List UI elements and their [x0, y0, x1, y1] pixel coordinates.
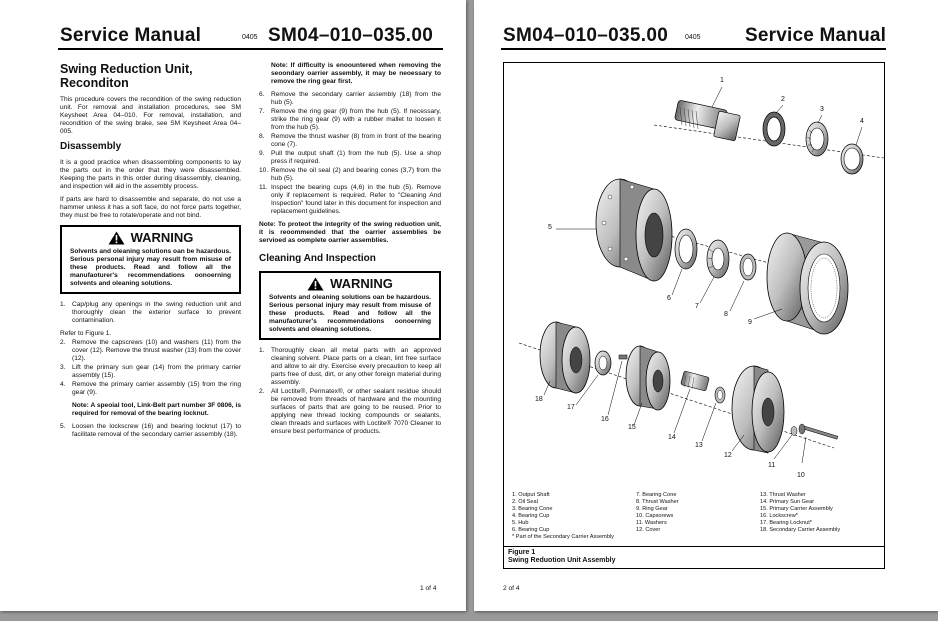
left-column — [60, 62, 241, 444]
list-item: 1. Thoroughly clean all metal parts with an approved cleaning solvent. Place parts on a clean, lint free surface and allow to air dry. Exercise every precaution to keep all parts free of dust, dirt, or any other foreign material during assembly. — [259, 347, 441, 386]
legend-item: 17. Bearing Locknut* — [760, 520, 812, 526]
legend-item: 7. Bearing Cone — [636, 492, 677, 498]
page-2 — [474, 0, 938, 611]
list-item: 9. Pull the output shaft (1) from the hub (5). Use a shop press if required. — [259, 150, 441, 165]
steps-list — [259, 91, 441, 216]
list-item: 10. Remove the oil seal (2) and bearing cones (3,7) from the hub (5). — [259, 167, 441, 182]
warning-triangle-icon — [108, 231, 125, 245]
warning-text: Solvents and oleaning solutions oan be hazardous. Serious personal injury may result from misuse of these products. Read and follow all the manufaoturer's recommendations oonoerning solvents and oleaning solutions. — [269, 294, 431, 333]
legend-item: 9. Ring Gear — [636, 506, 668, 512]
warning-text: Solvents and oleaning solutions oan be hazardous. Serious personal injury may result from misuse of these products. Read and follow all the manufaoturer's recommendations oonoerning solvents and oleaning solutions. — [70, 248, 231, 287]
legend-item: 15. Primary Carrier Assembly — [760, 506, 833, 512]
warning-title: WARNING — [330, 276, 393, 291]
revision-code: 0405 — [242, 34, 258, 41]
manual-title: Service Manual — [745, 25, 887, 46]
page-number: 1 of 4 — [420, 585, 437, 592]
callout-1: 1 — [720, 77, 724, 84]
difficulty-note: Note: If difficulty is enoountered when removing the seoondary oarrier assembly, it may be neoessary to remove the ring gear first. — [271, 62, 441, 85]
list-item: 7. Remove the ring gear (9) from the hub (5). If necessary, strike the ring gear (9) with a rubber mallet to loosen it from the hub (5). — [259, 108, 441, 131]
legend-item: 18. Secondary Carrier Assembly — [760, 527, 841, 533]
list-item: 1. Cap/plug any openings in the swing reduction unit and thoroughly clean the exterior surface to prevent contamination. — [60, 301, 241, 324]
cleaning-heading: Cleaning And Inspection — [259, 253, 376, 264]
callout-15: 15 — [628, 424, 636, 431]
callout-18: 18 — [535, 396, 543, 403]
legend-item: 14. Primary Sun Gear — [760, 499, 815, 505]
list-item: 2. All Loctite®, Permatex®, or other sealant residue should be removed from threads of hardware and the mounting surfaces of parts that are going to be reused. Prior to applying new thread locking compounds or sealants, clean threads and surfaces with Loctite® 7070 Cleaner to ensure best performance of products. — [259, 388, 441, 435]
legend-footnote: * Part of the Secondary Carrier Assembly — [512, 534, 614, 540]
callout-6: 6 — [667, 295, 671, 302]
legend-item: 11. Washers — [636, 520, 667, 526]
header-rule — [501, 48, 886, 50]
refer-figure: Refer to Figure 1. — [60, 330, 112, 337]
warning-title: WARNING — [130, 230, 194, 245]
legend-item: 2. Oil Seal — [512, 499, 538, 505]
page-number: 2 of 4 — [503, 585, 520, 592]
callout-5: 5 — [548, 224, 552, 231]
document-code: SM04–010–035.00 — [268, 25, 434, 46]
list-item: 5. Loosen the lockscrew (16) and bearing locknut (17) to facilitate removal of the secondary carrier assembly (18). — [60, 423, 241, 438]
section-title: Swing Reduction Unit, Reconditon — [60, 62, 193, 90]
legend-item: 4. Bearing Cup — [512, 513, 550, 519]
figure-label: Figure 1 — [508, 549, 536, 556]
callout-2: 2 — [781, 96, 785, 103]
warning-box — [60, 225, 241, 294]
legend-column-2 — [636, 492, 746, 534]
manual-title: Service Manual — [60, 25, 202, 46]
callout-9: 9 — [748, 319, 752, 326]
intro-paragraph: This procedure covers the recondition of the swing reduction unit. For removal and installation procedures, see SM Keysheet Area 04–010. For removal, installation, and recondition of the swing brake, see SM Keysheet Area 04–005. — [60, 96, 241, 135]
legend-item: 13. Thrust Washer — [760, 492, 806, 498]
cleaning-steps-list — [259, 347, 441, 436]
figure-frame — [503, 62, 885, 569]
list-item: 4. Remove the primary carrier assembly (15) from the ring gear (9). — [60, 381, 241, 396]
legend-item: 16. Lockscrew* — [760, 513, 798, 519]
list-item: 11. Inspect the bearing cups (4,6) in the hub (5). Remove only if replacement is required. Refer to "Cleaning And Inspection" found later in this document for inspection and replacement guidelines. — [259, 184, 441, 215]
legend-item: 3. Bearing Cone — [512, 506, 553, 512]
callout-11: 11 — [768, 462, 776, 469]
list-item: 8. Remove the thrust washer (8) from in front of the bearing cone (7). — [259, 133, 441, 148]
list-item: 6. Remove the secondary carrier assembly (18) from the hub (5). — [259, 91, 441, 106]
legend-column-1 — [512, 492, 632, 541]
callout-10: 10 — [797, 472, 805, 479]
callout-4: 4 — [860, 118, 864, 125]
legend-column-3 — [760, 492, 880, 534]
steps-list — [60, 301, 241, 325]
callout-8: 8 — [724, 311, 728, 318]
list-item: 2. Remove the capscrews (10) and washers (11) from the cover (12). Remove the thrust washer (13) from the cover (12). — [60, 339, 241, 362]
steps-list — [60, 339, 241, 397]
callout-7: 7 — [695, 303, 699, 310]
special-tool-note: Note: A speoial tool, Link-Belt part number 3F 0806, is required for removal of the bearing locknut. — [72, 402, 241, 417]
protect-note: Note: To proteot the integrity of the swing reduotion unit, it is reoommended that the oarrier assemblies be servioed as oomplete oarrier assemblies. — [259, 221, 441, 244]
list-item: 3. Lift the primary sun gear (14) from the primary carrier assembly (15). — [60, 364, 241, 379]
legend-item: 5. Hub — [512, 520, 529, 526]
disassembly-paragraph-2: If parts are hard to disassemble and separate, do not use a hammer unless it has a soft face, do not force parts together, they must be free to rotate/operate and not bind. — [60, 196, 241, 219]
caption-divider — [504, 546, 884, 547]
callout-17: 17 — [567, 404, 575, 411]
legend-item: 1. Output Shaft — [512, 492, 550, 498]
disassembly-heading: Disassembly — [60, 141, 122, 152]
right-column — [259, 62, 441, 441]
legend-item: 12. Cover — [636, 527, 661, 533]
callout-16: 16 — [601, 416, 609, 423]
callout-14: 14 — [668, 434, 676, 441]
document-code: SM04–010–035.00 — [503, 25, 669, 46]
header-rule — [58, 48, 443, 50]
callout-13: 13 — [695, 442, 703, 449]
legend-item: 10. Capsorews — [636, 513, 674, 519]
callout-12: 12 — [724, 452, 732, 459]
warning-box — [259, 271, 441, 340]
revision-code: 0405 — [685, 34, 701, 41]
legend-item: 6. Bearing Cup — [512, 527, 550, 533]
steps-list — [60, 423, 241, 439]
callout-layer — [504, 63, 884, 488]
page-1 — [0, 0, 466, 611]
step-text: Cap/plug any openings in the swing reduction unit and thoroughly clean the exterior surface to prevent contamination. — [72, 301, 241, 324]
callout-3: 3 — [820, 106, 824, 113]
warning-triangle-icon — [307, 277, 324, 291]
legend-item: 8. Thrust Washer — [636, 499, 679, 505]
disassembly-paragraph-1: It is a good practice when disassembling components to lay the parts out in the order that they were disassembled. Keeping the parts in this order during disassembly, cleaning, and inspection will aid in the assembly process. — [60, 159, 241, 190]
figure-caption: Swing Reduotion Unit Assembly — [508, 557, 616, 564]
